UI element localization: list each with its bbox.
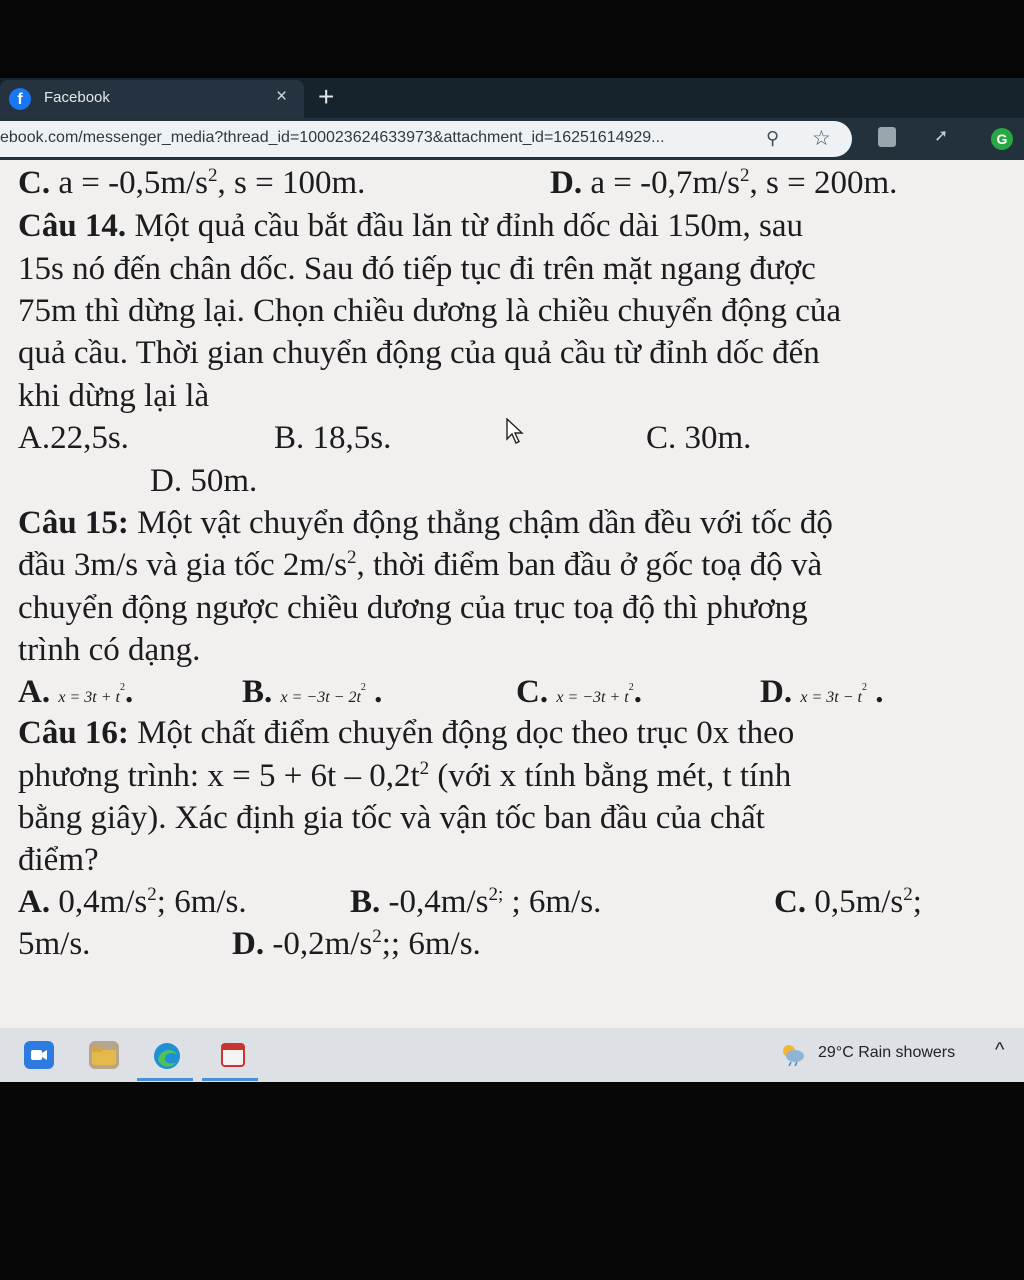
zoom-icon[interactable]: ⚲ bbox=[766, 128, 780, 148]
q16-line-3: bằng giây). Xác định gia tốc và vận tốc ban đầu của chất bbox=[18, 800, 765, 836]
url-text[interactable]: ebook.com/messenger_media?thread_id=100023624633973&attachment_id=16251614929... bbox=[0, 129, 665, 146]
q15-line-1: Câu 15: Một vật chuyển động thẳng chậm dần đều với tốc độ bbox=[18, 505, 833, 541]
q14-line-4: quả cầu. Thời gian chuyển động của quả cầu từ đỉnh dốc đến bbox=[18, 335, 820, 371]
prev-option-d: D. $a = -0,7m/s^2$, s = 200m. bbox=[550, 165, 898, 201]
q16-line-2: phương trình: $x = 5 + 6t - 0,2t^2$ (với x tính bằng mét, t tính bbox=[18, 758, 792, 794]
q15-option-d: D. $x = 3t - t^2$ . bbox=[760, 674, 884, 710]
q14-line-5: khi dừng lại là bbox=[18, 378, 210, 414]
rain-cloud-icon[interactable] bbox=[780, 1042, 806, 1066]
q15-option-a: A. $x = 3t + t^2$. bbox=[18, 674, 134, 710]
q14-line-1: Câu 14. Một quả cầu bắt đầu lăn từ đỉnh dốc dài 150m, sau bbox=[18, 208, 804, 244]
tab-title: Facebook bbox=[44, 89, 110, 106]
extension-arrow-icon[interactable]: ➚ bbox=[934, 126, 949, 145]
q15-option-b: B. $x = -3t - 2t^2$ . bbox=[242, 674, 383, 710]
q16-option-a: A. $0,4m/s^2$; 6m/s. bbox=[18, 884, 247, 920]
chevron-up-icon[interactable]: ^ bbox=[995, 1039, 1005, 1061]
q14-line-3: 75m thì dừng lại. Chọn chiều dương là chiều chuyển động của bbox=[18, 293, 842, 329]
extension-icon[interactable] bbox=[878, 127, 896, 147]
bookmark-star-icon[interactable]: ☆ bbox=[812, 127, 831, 150]
screen-bezel bbox=[0, 0, 1024, 78]
file-explorer-icon[interactable] bbox=[89, 1041, 119, 1069]
q14-option-b: B. 18,5s. bbox=[274, 420, 392, 456]
q15-option-c: C. $x = -3t + t^2$. bbox=[516, 674, 642, 710]
q14-option-c: C. 30m. bbox=[646, 420, 752, 456]
q16-option-d: D. $-0,2m/s^2$;; 6m/s. bbox=[232, 926, 481, 962]
q16-line-4: điểm? bbox=[18, 842, 99, 878]
weather-status[interactable]: 29°C Rain showers bbox=[818, 1044, 956, 1061]
q14-line-2: 15s nó đến chân dốc. Sau đó tiếp tục đi trên mặt ngang được bbox=[18, 251, 816, 287]
q14-option-d: D. 50m. bbox=[150, 463, 258, 499]
q16-option-c-cont: 5m/s. bbox=[18, 926, 91, 962]
q16-line-1: Câu 16: Một chất điểm chuyển động dọc theo trục 0x theo bbox=[18, 715, 795, 751]
mouse-cursor-icon bbox=[506, 418, 526, 446]
q14-option-a: A.22,5s. bbox=[18, 420, 129, 456]
q16-option-c: C. $0,5m/s^2$; bbox=[774, 884, 922, 920]
document-image bbox=[0, 160, 1024, 1028]
pdf-app-icon[interactable] bbox=[218, 1041, 248, 1069]
edge-browser-icon[interactable] bbox=[152, 1041, 182, 1069]
pdf-active-indicator bbox=[202, 1078, 258, 1081]
tab-close-button[interactable]: × bbox=[276, 86, 288, 107]
zoom-app-icon[interactable] bbox=[24, 1041, 54, 1069]
q15-line-4: trình có dạng. bbox=[18, 632, 201, 668]
q16-option-b: B. $-0,4m/s^{2;}$ ; 6m/s. bbox=[350, 884, 602, 920]
prev-option-c: C. $a = -0,5m/s^2$, s = 100m. bbox=[18, 165, 366, 201]
profile-icon[interactable]: G bbox=[991, 128, 1013, 150]
edge-active-indicator bbox=[137, 1078, 193, 1081]
facebook-icon: f bbox=[9, 88, 31, 110]
new-tab-button[interactable]: + bbox=[318, 81, 335, 112]
q15-line-3: chuyển động ngược chiều dương của trục toạ độ thì phương bbox=[18, 590, 808, 626]
q15-line-2: đầu 3m/s và gia tốc $2m/s^2$, thời điểm ban đầu ở gốc toạ độ và bbox=[18, 547, 823, 583]
